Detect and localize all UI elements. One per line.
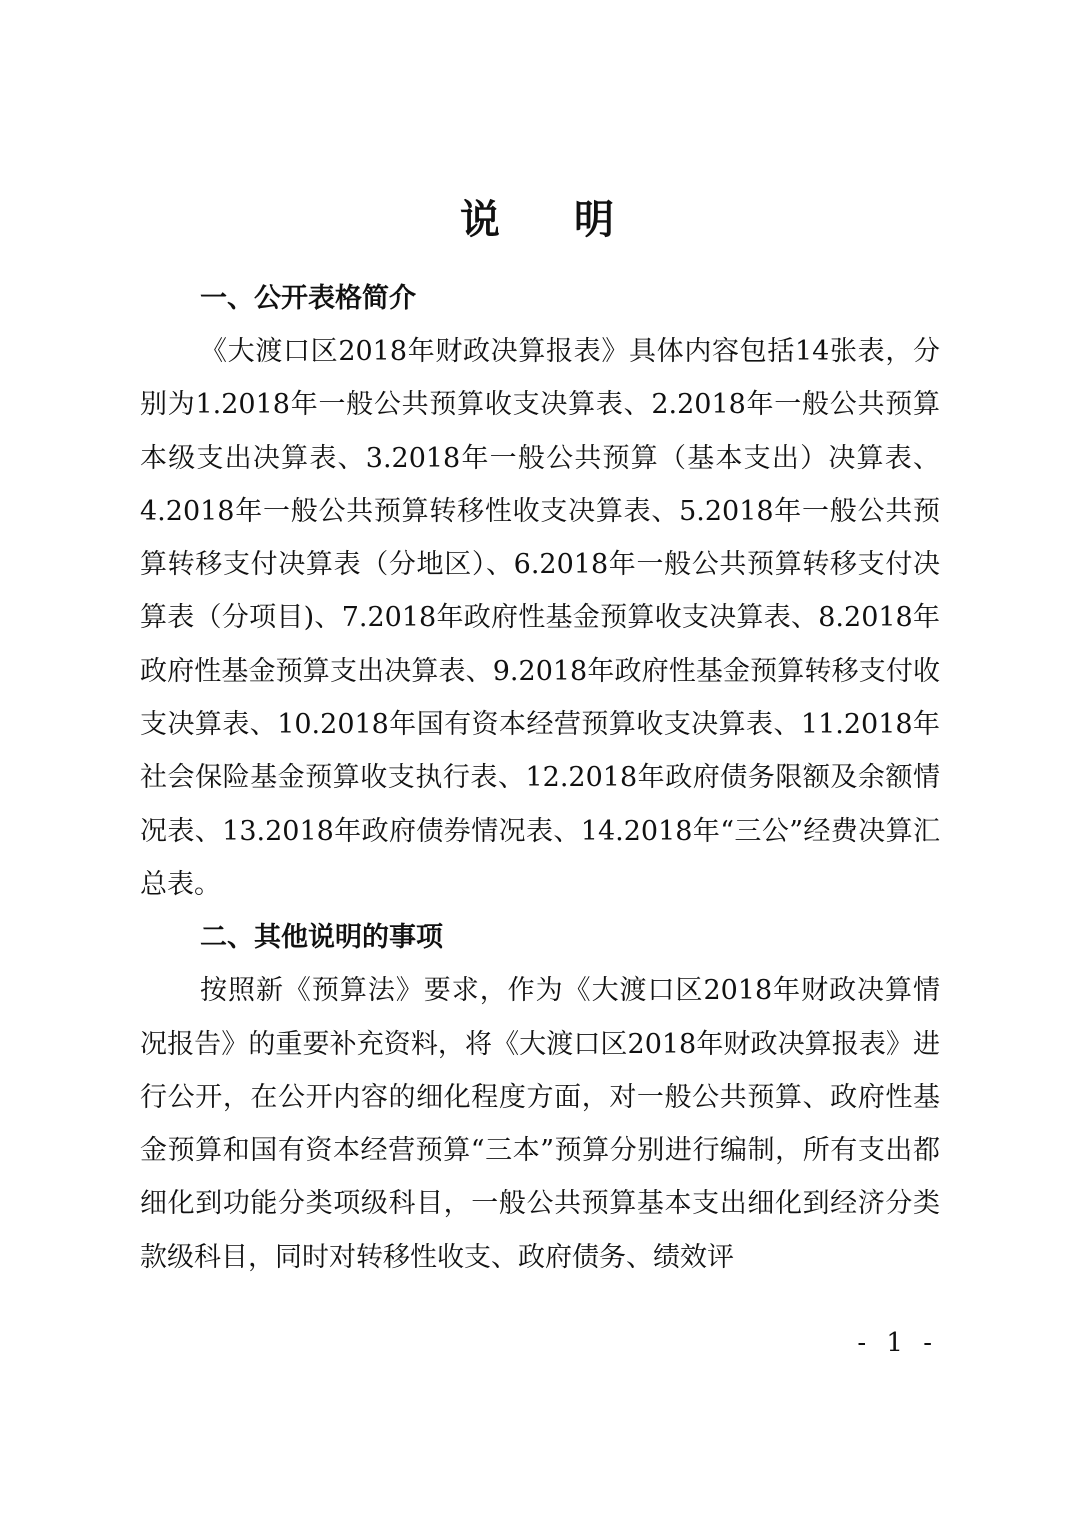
section-heading-table-intro: 一、公开表格简介 [200, 283, 416, 314]
page-number: - 1 - [857, 1328, 938, 1358]
page-title: 说 明 [460, 197, 644, 243]
section-paragraph-table-intro: 《大渡口区2018年财政决算报表》具体内容包括14张表，分别为1.2018年一般公共预算收支决算表、2.2018年一般公共预算本级支出决算表、3.2018年一般公共预算（基本支出）决算表、4.2018年一般公共预算转移性收支决算表、5.2018年一般公共预算转移支付决算表（分地区）、6.2018年一般公共预算转移支付决算表（分项目)、7.2018年政府性基金预算收支决算表、8.2018年政府性基金预算支出决算表、9.2018年政府性基金预算转移支付收支决算表、10.2018年国有资本经营预算收支决算表、11.2018年社会保险基金预算收支执行表、12.2018年政府债务限额及余额情况表、13.2018年政府债券情况表、14.2018年“三公”经费决算汇总表。 [140, 336, 940, 900]
section-paragraph-other-notes: 按照新《预算法》要求，作为《大渡口区2018年财政决算情况报告》的重要补充资料，将《大渡口区2018年财政决算报表》进行公开，在公开内容的细化程度方面，对一般公共预算、政府性基金预算和国有资本经营预算“三本”预算分别进行编制，所有支出都细化到功能分类项级科目，一般公共预算基本支出细化到经济分类款级科目，同时对转移性收支、政府债务、绩效评 [140, 975, 940, 1273]
document-body [140, 272, 940, 1284]
section-heading-other-notes: 二、其他说明的事项 [200, 922, 443, 954]
